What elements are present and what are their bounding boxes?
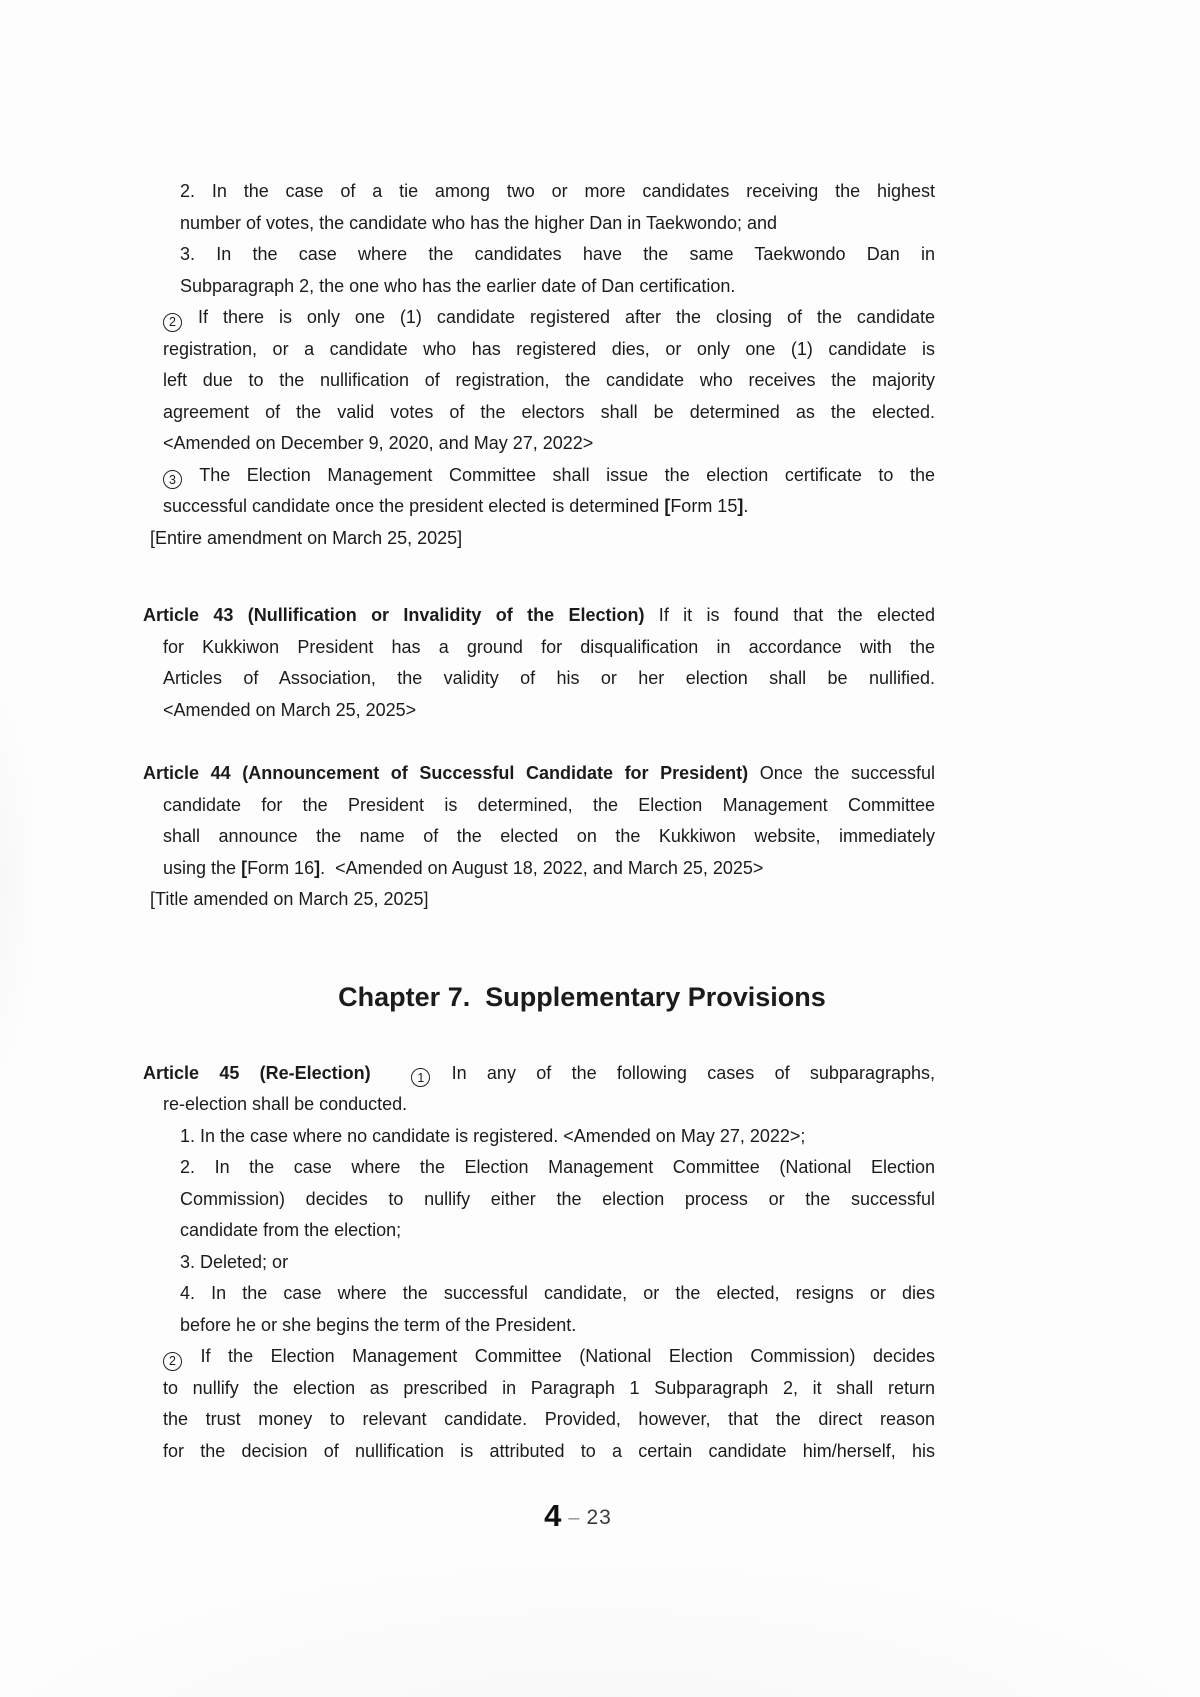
- text-segment: Commission) decides to nullify either the election process or the successful: [180, 1188, 935, 1209]
- paragraph-2: [143, 302, 935, 460]
- text-line: [143, 176, 935, 208]
- lenticular-bracket: ]: [314, 857, 321, 878]
- page-footer: [0, 1498, 1178, 1534]
- text-line: [143, 853, 935, 885]
- text-segment: 3. Deleted; or: [180, 1251, 289, 1272]
- text-segment: [Title amended on March 25, 2025]: [150, 889, 429, 909]
- text-line: [143, 365, 935, 397]
- text-segment: 1 In any of the following cases of subparagraphs,: [371, 1063, 935, 1083]
- text-line: [143, 1278, 935, 1310]
- bold-text-segment: Article 44 (Announcement of Successful Candidate for President): [143, 763, 749, 783]
- text-segment: candidate from the election;: [180, 1220, 402, 1240]
- chapter-heading: [143, 977, 935, 1017]
- document-body: [143, 176, 935, 1467]
- text-segment: agreement of the valid votes of the electors shall be determined as the elected.: [163, 401, 935, 422]
- text-line: [143, 695, 935, 727]
- text-line: [143, 1404, 935, 1436]
- text-line: [143, 1058, 935, 1090]
- text-segment: 4. In the case where the successful candidate, or the elected, resigns or dies: [180, 1283, 935, 1303]
- text-segment: for the decision of nullification is attributed to a certain candidate him/herself, his: [163, 1440, 935, 1461]
- text-segment: [Entire amendment on March 25, 2025]: [150, 527, 463, 548]
- bold-text-segment: Article 43 (Nullification or Invalidity of the Election): [143, 605, 645, 625]
- text-line: [143, 663, 935, 695]
- text-line: [143, 460, 935, 492]
- list-item-3: [143, 239, 935, 302]
- text-line: [143, 523, 935, 555]
- circled-number: 2: [163, 1352, 182, 1371]
- text-line: [143, 632, 935, 664]
- paragraph-3: [143, 460, 935, 523]
- lenticular-bracket: [: [664, 496, 671, 516]
- list-item-4: [143, 1278, 935, 1341]
- text-segment: candidate for the President is determined, the Election Management Committee: [163, 794, 935, 815]
- text-line: [143, 884, 935, 916]
- text-line: [143, 1121, 935, 1153]
- text-segment: before he or she begins the term of the President.: [180, 1314, 577, 1335]
- text-line: [143, 334, 935, 366]
- amendment-note: [143, 523, 935, 555]
- text-line: [143, 239, 935, 271]
- text-line: [143, 1184, 935, 1216]
- text-line: [143, 1089, 935, 1121]
- text-line: [143, 821, 935, 853]
- text-line: [143, 1310, 935, 1342]
- text-line: [143, 491, 935, 523]
- text-segment: shall announce the name of the elected on the Kukkiwon website, immediately: [163, 826, 935, 846]
- text-line: [143, 1247, 935, 1279]
- text-segment: 2. In the case of a tie among two or more candidates receiving the highest: [180, 181, 935, 201]
- text-segment: 3. In the case where the candidates have the same Taekwondo Dan in: [180, 244, 935, 264]
- article-44: [143, 758, 935, 884]
- circled-number: 3: [163, 470, 182, 489]
- lenticular-bracket: ]: [737, 496, 744, 516]
- list-item-2: [143, 176, 935, 239]
- bold-text-segment: Chapter 7. Supplementary Provisions: [338, 981, 826, 1012]
- article-45: [143, 1058, 935, 1121]
- page-number-secondary: 23: [586, 1506, 612, 1529]
- text-segment: re-election shall be conducted.: [163, 1094, 408, 1114]
- text-line: [143, 1373, 935, 1405]
- text-line: [143, 790, 935, 822]
- list-item-3: [143, 1247, 935, 1279]
- text-segment: using the [Form 16]. <Amended on August 18, 2022, and March 25, 2025>: [163, 857, 764, 878]
- text-line: [143, 1341, 935, 1373]
- amendment-note: [143, 884, 935, 916]
- text-segment: Subparagraph 2, the one who has the earlier date of Dan certification.: [180, 275, 736, 296]
- bold-text-segment: Article 45 (Re-Election): [143, 1062, 371, 1083]
- text-segment: left due to the nullification of registration, the candidate who receives the majority: [163, 370, 935, 390]
- text-line: [143, 977, 935, 1017]
- lenticular-bracket: [: [241, 857, 248, 878]
- text-segment: 2. In the case where the Election Management Committee (National Election: [180, 1157, 935, 1177]
- text-line: [143, 1436, 935, 1468]
- text-segment: successful candidate once the president elected is determined [Form 15].: [163, 496, 749, 516]
- page-number-main: 4: [544, 1498, 562, 1533]
- text-segment: Articles of Association, the validity of his or her election shall be nullified.: [163, 668, 935, 688]
- text-segment: number of votes, the candidate who has the higher Dan in Taekwondo; and: [180, 212, 778, 233]
- text-segment: 1. In the case where no candidate is registered. <Amended on May 27, 2022>;: [180, 1125, 806, 1146]
- text-segment: If it is found that the elected: [644, 605, 936, 625]
- circled-number: 1: [411, 1068, 430, 1087]
- text-segment: for Kukkiwon President has a ground for disqualification in accordance with the: [163, 636, 935, 657]
- text-segment: 2 If there is only one (1) candidate registered after the closing of the candidate: [163, 307, 935, 327]
- text-line: [143, 302, 935, 334]
- text-line: [143, 758, 935, 790]
- page-number-separator: –: [568, 1507, 580, 1529]
- text-line: [143, 208, 935, 240]
- list-item-2: [143, 1152, 935, 1247]
- text-segment: 3 The Election Management Committee shall issue the election certificate to the: [163, 465, 935, 485]
- text-line: [143, 397, 935, 429]
- text-segment: the trust money to relevant candidate. Provided, however, that the direct reason: [163, 1409, 935, 1429]
- text-line: [143, 428, 935, 460]
- text-line: [143, 271, 935, 303]
- text-segment: 2 If the Election Management Committee (National Election Commission) decides: [163, 1346, 935, 1366]
- text-line: [143, 600, 935, 632]
- text-segment: <Amended on December 9, 2020, and May 27, 2022>: [163, 433, 594, 453]
- article-43: [143, 600, 935, 726]
- text-line: [143, 1215, 935, 1247]
- circled-number: 2: [163, 313, 182, 332]
- text-segment: Once the successful: [748, 763, 935, 783]
- text-line: [143, 1152, 935, 1184]
- paragraph-2: [143, 1341, 935, 1467]
- text-segment: <Amended on March 25, 2025>: [163, 699, 417, 720]
- text-segment: registration, or a candidate who has registered dies, or only one (1) candidate is: [163, 338, 935, 359]
- text-segment: to nullify the election as prescribed in Paragraph 1 Subparagraph 2, it shall return: [163, 1377, 935, 1398]
- list-item-1: [143, 1121, 935, 1153]
